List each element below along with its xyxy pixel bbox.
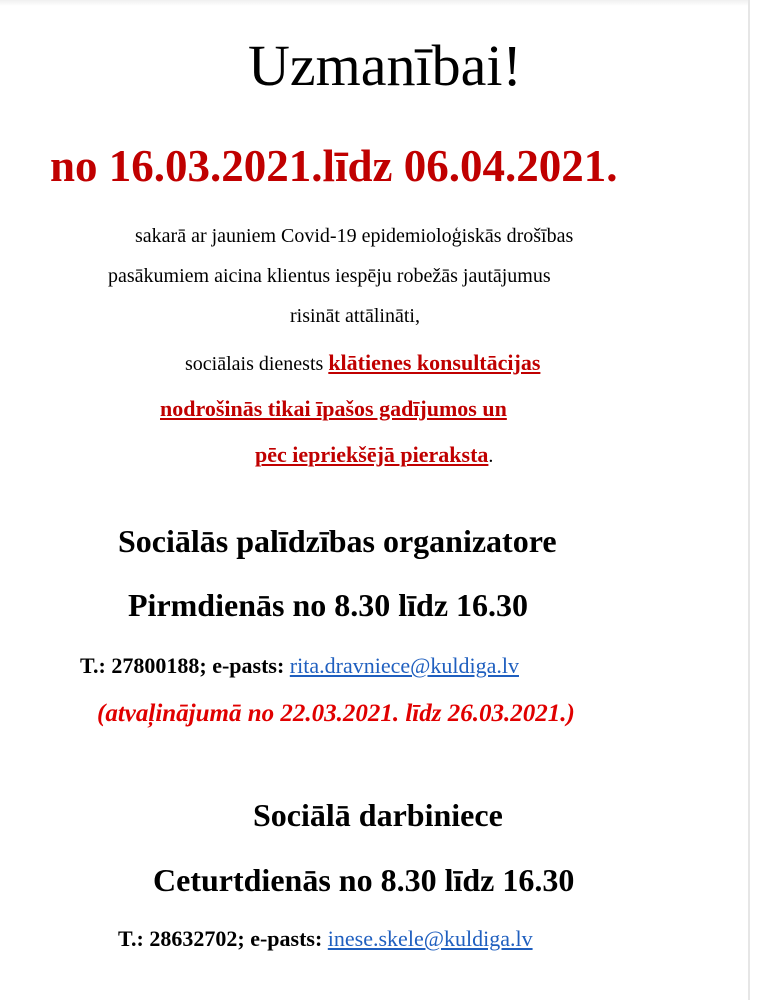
contact-1-vacation-note: (atvaļinājumā no 22.03.2021. līdz 26.03.2021.) xyxy=(97,700,575,727)
notice-text-line-6-suffix: . xyxy=(488,445,494,467)
contact-2-info xyxy=(118,926,533,952)
contact-2-hours: Ceturtdienās no 8.30 līdz 16.30 xyxy=(153,862,575,898)
page-top-edge xyxy=(0,0,748,6)
notice-text-line-3: risināt attālināti, xyxy=(290,305,420,327)
notice-text-line-1: sakarā ar jauniem Covid-19 epidemioloģiskās drošības xyxy=(135,225,574,247)
notice-text-line-6 xyxy=(255,442,493,468)
highlight-special-cases: nodrošinās tikai īpašos gadījumos un xyxy=(160,396,507,421)
notice-text-line-4-prefix: sociālais dienests xyxy=(185,353,329,375)
notice-title: Uzmanībai! xyxy=(248,33,522,98)
highlight-in-person-consultations: klātienes konsultācijas xyxy=(328,350,541,375)
contact-1-hours: Pirmdienās no 8.30 līdz 16.30 xyxy=(128,587,529,623)
highlight-prior-appointment: pēc iepriekšējā pieraksta xyxy=(255,442,489,467)
contact-1-info xyxy=(80,653,519,679)
notice-text-line-4 xyxy=(185,350,540,376)
notice-text-line-5 xyxy=(160,396,507,422)
date-range: no 16.03.2021.līdz 06.04.2021. xyxy=(50,141,618,191)
contact-2-email-link[interactable]: inese.skele@kuldiga.lv xyxy=(327,926,533,951)
contact-1-role: Sociālās palīdzības organizatore xyxy=(118,523,557,559)
contact-1-email-link[interactable]: rita.dravniece@kuldiga.lv xyxy=(289,653,519,678)
contact-2-role: Sociālā darbiniece xyxy=(253,797,503,833)
notice-text-line-2: pasākumiem aicina klientus iespēju robežās jautājumus xyxy=(108,265,551,287)
page-right-edge xyxy=(748,0,750,1000)
contact-1-phone: T.: 27800188; e-pasts: xyxy=(80,653,290,678)
contact-2-phone: T.: 28632702; e-pasts: xyxy=(118,926,328,951)
